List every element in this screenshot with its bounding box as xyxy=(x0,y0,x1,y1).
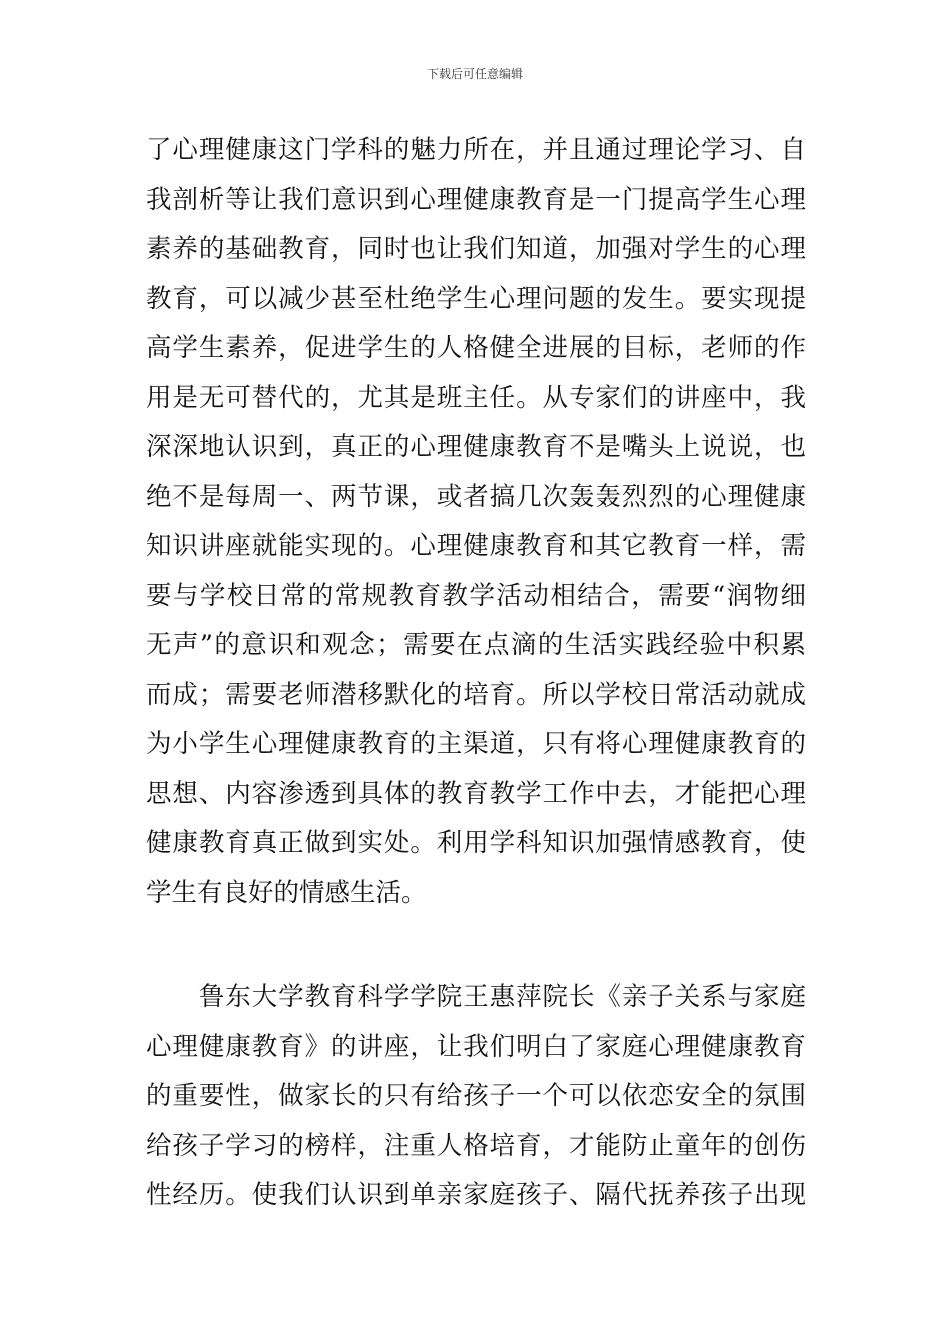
text-line: 健康教育真正做到实处。利用学科知识加强情感教育，使 xyxy=(146,828,806,858)
text-line: 要与学校日常的常规教育教学活动相结合，需要“润物细 xyxy=(146,580,806,611)
text-line: 思想、内容渗透到具体的教育教学工作中去，才能把心理 xyxy=(146,778,806,809)
text-line: 为小学生心理健康教育的主渠道，只有将心理健康教育的 xyxy=(146,729,806,759)
page-header: 下载后可任意编辑 xyxy=(426,67,523,81)
paragraph-1 xyxy=(146,126,806,918)
text-line: 性经历。使我们认识到单亲家庭孩子、隔代抚养孩子出现 xyxy=(146,1180,806,1210)
text-line: 知识讲座就能实现的。心理健康教育和其它教育一样，需 xyxy=(146,531,806,561)
text-line: 而成；需要老师潜移默化的培育。所以学校日常活动就成 xyxy=(146,679,806,710)
text-line: 无声”的意识和观念；需要在点滴的生活实践经验中积累 xyxy=(146,630,806,660)
text-line: 素养的基础教育，同时也让我们知道，加强对学生的心理 xyxy=(146,234,806,264)
text-line: 深深地认识到，真正的心理健康教育不是嘴头上说说，也 xyxy=(146,432,806,462)
paragraph-2 xyxy=(146,973,806,1221)
text-line: 学生有良好的情感生活。 xyxy=(146,877,427,908)
text-line: 绝不是每周一、两节课，或者搞几次轰轰烈烈的心理健康 xyxy=(146,481,806,512)
text-line: 高学生素养，促进学生的人格健全进展的目标，老师的作 xyxy=(146,333,806,363)
text-line: 心理健康教育》的讲座，让我们明白了家庭心理健康教育 xyxy=(146,1031,806,1062)
text-line: 教育，可以减少甚至杜绝学生心理问题的发生。要实现提 xyxy=(146,283,806,314)
text-line: 的重要性，做家长的只有给孩子一个可以依恋安全的氛围 xyxy=(146,1081,806,1111)
text-line: 给孩子学习的榜样，注重人格培育，才能防止童年的创伤 xyxy=(146,1130,806,1161)
text-line: 我剖析等让我们意识到心理健康教育是一门提高学生心理 xyxy=(146,184,806,215)
text-line: 了心理健康这门学科的魅力所在，并且通过理论学习、自 xyxy=(146,135,806,165)
text-line: 用是无可替代的，尤其是班主任。从专家们的讲座中，我 xyxy=(146,382,806,413)
text-line: 鲁东大学教育科学学院王惠萍院长《亲子关系与家庭 xyxy=(146,982,806,1012)
